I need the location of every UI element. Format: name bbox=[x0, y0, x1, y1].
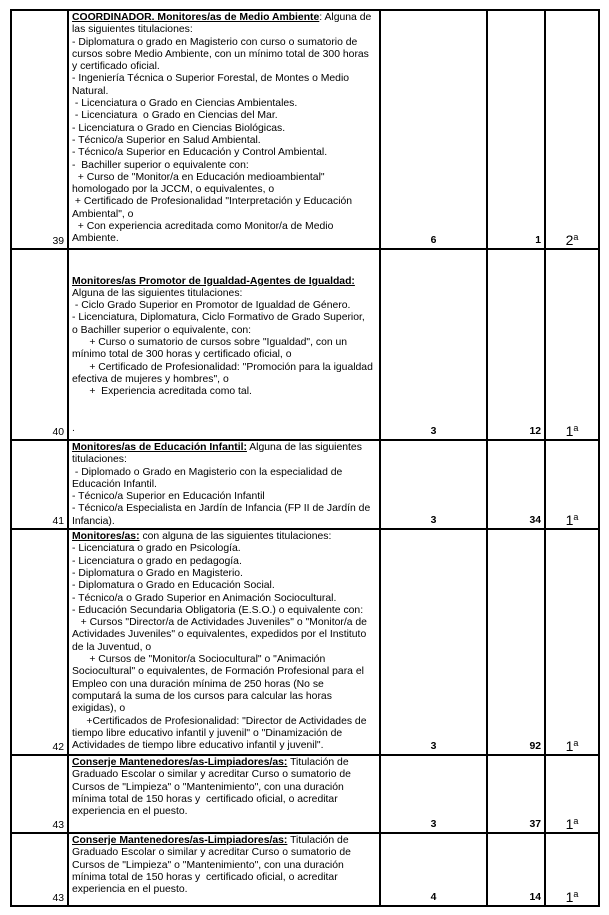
order-superscript: a bbox=[573, 423, 579, 433]
description-text: - Bachiller superior o equivalente con: bbox=[72, 159, 249, 171]
description-line bbox=[72, 123, 376, 135]
description-line bbox=[72, 691, 376, 703]
quantity-value: 92 bbox=[487, 529, 545, 755]
description-line bbox=[72, 276, 376, 288]
description-line bbox=[72, 629, 376, 641]
description-line bbox=[72, 362, 376, 374]
description-text: : Alguna de bbox=[319, 12, 372, 23]
table-row bbox=[11, 249, 599, 440]
description-text: Cursos de "Limpieza" o "Mantenimiento", con una duración bbox=[72, 859, 344, 871]
position-title: Monitores/as de Educación Infantil: bbox=[72, 442, 247, 453]
positions-count: 4 bbox=[380, 833, 487, 906]
description-line bbox=[72, 374, 376, 386]
description-text: Alguna de las siguientes titulaciones: bbox=[72, 287, 243, 299]
description-line bbox=[72, 491, 376, 503]
order-number: 1 bbox=[565, 512, 574, 529]
quantity-value: 37 bbox=[487, 755, 545, 833]
description-text: + Experiencia acreditada como tal. bbox=[72, 386, 252, 398]
description-text: Titulación de bbox=[287, 757, 349, 769]
row-number: 42 bbox=[11, 529, 68, 755]
description-line bbox=[72, 503, 376, 515]
description-line bbox=[72, 288, 376, 300]
description-text: homologado por la JCCM, o equivalentes, o bbox=[72, 184, 275, 196]
description-text: - Licenciatura o Grado en Ciencias Biológicas. bbox=[72, 122, 286, 134]
description-text: efectiva de mujeres y hombres", o bbox=[72, 373, 229, 385]
table-row bbox=[11, 10, 599, 249]
description-line bbox=[72, 716, 376, 728]
order-cell bbox=[545, 249, 599, 440]
description-text: mínima total de 150 horas y certificado oficial, o acreditar bbox=[72, 871, 338, 883]
description-text: Alguna de las siguientes bbox=[246, 442, 362, 453]
positions-count: 3 bbox=[380, 529, 487, 755]
description-line bbox=[72, 135, 376, 147]
description-text: - Educación Secundaria Obligatoria (E.S.O.) o equivalente con: bbox=[72, 604, 364, 616]
description-text: + Con experiencia acreditada como Monitor/a de Medio bbox=[72, 221, 334, 233]
order-superscript: a bbox=[573, 738, 579, 749]
description-line bbox=[72, 251, 376, 263]
description-text: y certificado oficial. bbox=[72, 61, 160, 73]
position-title: Monitores/as Promotor de Igualdad-Agentes de Igualdad: bbox=[72, 275, 355, 287]
position-description bbox=[68, 249, 380, 440]
description-line bbox=[72, 349, 376, 361]
quantity-value: 1 bbox=[487, 10, 545, 249]
description-text: o Bachiller superior o equivalente, con: bbox=[72, 324, 252, 336]
order-cell bbox=[545, 833, 599, 906]
description-text: Natural. bbox=[72, 85, 109, 97]
description-text: Graduado Escolar o similar y acreditar Curso o sumatorio de bbox=[72, 769, 351, 781]
description-text: + Curso de "Monitor/a en Educación medioambiental" bbox=[72, 171, 325, 183]
description-line bbox=[72, 24, 376, 36]
order-superscript: a bbox=[573, 512, 579, 523]
description-text: - Técnico/a Superior en Salud Ambiental. bbox=[72, 134, 261, 146]
description-text: exigidas), o bbox=[72, 703, 126, 715]
description-text: - Técnico/a o Grado Superior en Animación Sociocultural. bbox=[72, 592, 337, 604]
description-text: Empleo con una duración mínima de 250 horas (No se bbox=[72, 678, 324, 690]
description-line bbox=[72, 679, 376, 691]
description-text: + Cursos "Director/a de Actividades Juveniles" o "Monitor/a de bbox=[72, 617, 367, 629]
description-text: Actividades Juveniles" o equivalentes, expedidos por el Instituto bbox=[72, 629, 367, 641]
order-number: 1 bbox=[565, 423, 574, 439]
description-text: + Cursos de "Monitor/a Sociocultural" o "Animación bbox=[72, 654, 326, 666]
description-text: Infancia). bbox=[72, 515, 115, 527]
description-line bbox=[72, 642, 376, 654]
description-line bbox=[72, 654, 376, 666]
description-text: - Técnico/a Superior en Educación y Control Ambiental. bbox=[72, 147, 328, 159]
positions-count: 3 bbox=[380, 440, 487, 529]
description-line bbox=[72, 782, 376, 794]
description-line bbox=[72, 666, 376, 678]
position-description bbox=[68, 440, 380, 529]
positions-table-body bbox=[11, 10, 599, 906]
description-line bbox=[72, 617, 376, 629]
order-superscript: a bbox=[573, 889, 579, 900]
positions-count: 3 bbox=[380, 249, 487, 440]
order-number: 1 bbox=[565, 889, 574, 906]
description-line bbox=[72, 593, 376, 605]
description-line bbox=[72, 337, 376, 349]
description-line bbox=[72, 516, 376, 528]
description-line bbox=[72, 423, 376, 435]
description-line bbox=[72, 263, 376, 275]
description-line bbox=[72, 806, 376, 818]
description-line bbox=[72, 580, 376, 592]
description-line bbox=[72, 467, 376, 479]
description-text: - Licenciatura o Grado en Ciencias Ambientales. bbox=[72, 98, 298, 110]
table-row bbox=[11, 529, 599, 755]
description-line bbox=[72, 860, 376, 872]
description-line bbox=[72, 884, 376, 896]
position-title: Monitores/as: bbox=[72, 531, 140, 543]
description-line bbox=[72, 160, 376, 172]
position-description bbox=[68, 529, 380, 755]
position-description bbox=[68, 755, 380, 833]
description-text: - Diplomado o Grado en Magisterio con la especialidad de bbox=[72, 466, 343, 478]
description-text: computará la suma de los cursos para calcular las horas bbox=[72, 690, 332, 702]
order-number: 2 bbox=[565, 232, 574, 248]
description-line bbox=[72, 386, 376, 398]
description-line bbox=[72, 312, 376, 324]
quantity-value: 34 bbox=[487, 440, 545, 529]
description-text: con alguna de las siguientes titulaciones: bbox=[139, 531, 332, 543]
order-cell bbox=[545, 529, 599, 755]
description-line bbox=[72, 769, 376, 781]
position-description bbox=[68, 10, 380, 249]
positions-table bbox=[10, 9, 600, 907]
description-text: + Curso o sumatorio de cursos sobre "Igualdad", con un bbox=[72, 337, 348, 349]
description-text: - Licenciatura, Diplomatura, Ciclo Formativo de Grado Superior, bbox=[72, 312, 365, 324]
description-line bbox=[72, 184, 376, 196]
description-line bbox=[72, 411, 376, 423]
position-title: Conserje Mantenedores/as-Limpiadores/as: bbox=[72, 835, 288, 847]
order-number: 1 bbox=[565, 816, 574, 833]
description-text: experiencia en el puesto. bbox=[72, 884, 188, 896]
description-line bbox=[72, 61, 376, 73]
quantity-value: 14 bbox=[487, 833, 545, 906]
description-line bbox=[72, 221, 376, 233]
description-line bbox=[72, 37, 376, 49]
order-cell bbox=[545, 440, 599, 529]
description-line bbox=[72, 12, 376, 24]
description-line bbox=[72, 98, 376, 110]
row-number: 43 bbox=[11, 755, 68, 833]
description-text: - Diplomatura o Grado en Educación Social. bbox=[72, 580, 275, 592]
description-text: mínimo total de 300 horas y certificado oficial, o bbox=[72, 349, 292, 361]
description-line bbox=[72, 479, 376, 491]
description-line bbox=[72, 147, 376, 159]
description-text: Graduado Escolar o similar y acreditar Curso o sumatorio de bbox=[72, 847, 351, 859]
description-line bbox=[72, 86, 376, 98]
description-text: las siguientes titulaciones: bbox=[72, 24, 193, 36]
description-line bbox=[72, 209, 376, 221]
description-text: Actividades de tiempo libre educativo infantil y juvenil". bbox=[72, 740, 324, 752]
table-row bbox=[11, 440, 599, 529]
row-number: 41 bbox=[11, 440, 68, 529]
description-text: - Ciclo Grado Superior en Promotor de Igualdad de Género. bbox=[72, 300, 351, 312]
description-text: tiempo libre educativo infantil y juvenil" o "Dinamización de bbox=[72, 727, 343, 739]
description-line bbox=[72, 568, 376, 580]
description-text: Titulación de bbox=[287, 835, 349, 847]
description-text: - Ingeniería Técnica o Superior Forestal, de Montes o Medio bbox=[72, 73, 350, 85]
description-line bbox=[72, 442, 376, 454]
description-line bbox=[72, 233, 376, 245]
description-text: - Licenciatura o grado en Psicología. bbox=[72, 543, 241, 555]
description-text: - Licenciatura o Grado en Ciencias del Mar. bbox=[72, 110, 278, 122]
description-line bbox=[72, 835, 376, 847]
description-line bbox=[72, 740, 376, 752]
positions-count: 6 bbox=[380, 10, 487, 249]
quantity-value: 12 bbox=[487, 249, 545, 440]
description-line bbox=[72, 399, 376, 411]
description-text: Ambiental", o bbox=[72, 208, 134, 220]
description-line bbox=[72, 196, 376, 208]
description-line bbox=[72, 757, 376, 769]
description-text: + Certificado de Profesionalidad: "Promoción para la igualdad bbox=[72, 361, 373, 373]
description-text: - Diplomatura o grado en Magisterio con curso o sumatorio de bbox=[72, 36, 358, 48]
description-line bbox=[72, 110, 376, 122]
description-text: Sociocultural" o equivalentes, de Formación Profesional para el bbox=[72, 666, 364, 678]
order-cell bbox=[545, 755, 599, 833]
row-number: 43 bbox=[11, 833, 68, 906]
description-text: + Certificado de Profesionalidad "Interpretación y Educación bbox=[72, 196, 353, 208]
description-line bbox=[72, 73, 376, 85]
description-line bbox=[72, 605, 376, 617]
description-line bbox=[72, 49, 376, 61]
description-text: - Técnico/a Especialista en Jardín de Infancia (FP II de Jardín de bbox=[72, 503, 371, 515]
description-line bbox=[72, 300, 376, 312]
description-text: de la Juventud, o bbox=[72, 641, 152, 653]
position-title: COORDINADOR. Monitores/as de Medio Ambiente bbox=[72, 12, 320, 23]
description-line bbox=[72, 794, 376, 806]
description-text: Educación Infantil. bbox=[72, 478, 157, 490]
position-title: Conserje Mantenedores/as-Limpiadores/as: bbox=[72, 757, 288, 769]
order-superscript: a bbox=[573, 816, 579, 827]
order-number: 1 bbox=[565, 738, 574, 755]
description-text: cursos sobre Medio Ambiente, con un mínimo total de 300 horas bbox=[72, 48, 369, 60]
description-line bbox=[72, 556, 376, 568]
description-text: - Licenciatura o grado en pedagogía. bbox=[72, 555, 242, 567]
order-superscript: a bbox=[573, 232, 579, 242]
description-line bbox=[72, 325, 376, 337]
description-text: Ambiente. bbox=[72, 233, 119, 245]
description-line bbox=[72, 172, 376, 184]
description-text: experiencia en el puesto. bbox=[72, 806, 188, 818]
table-row bbox=[11, 755, 599, 833]
position-description bbox=[68, 833, 380, 906]
description-text: - Técnico/a Superior en Educación Infantil bbox=[72, 491, 265, 503]
description-text: - Diplomatura o Grado en Magisterio. bbox=[72, 567, 243, 579]
description-text: titulaciones: bbox=[72, 454, 127, 466]
description-text: +Certificados de Profesionalidad: "Director de Actividades de bbox=[72, 715, 367, 727]
description-text: mínima total de 150 horas y certificado oficial, o acreditar bbox=[72, 793, 338, 805]
row-number: 40 bbox=[11, 249, 68, 440]
description-line bbox=[72, 872, 376, 884]
description-text: . bbox=[72, 423, 75, 435]
positions-count: 3 bbox=[380, 755, 487, 833]
table-row bbox=[11, 833, 599, 906]
description-line bbox=[72, 847, 376, 859]
description-line bbox=[72, 543, 376, 555]
description-line bbox=[72, 703, 376, 715]
description-line bbox=[72, 728, 376, 740]
row-number: 39 bbox=[11, 10, 68, 249]
description-line bbox=[72, 531, 376, 543]
order-cell bbox=[545, 10, 599, 249]
description-text: Cursos de "Limpieza" o "Mantenimiento", con una duración bbox=[72, 781, 344, 793]
description-line bbox=[72, 454, 376, 466]
